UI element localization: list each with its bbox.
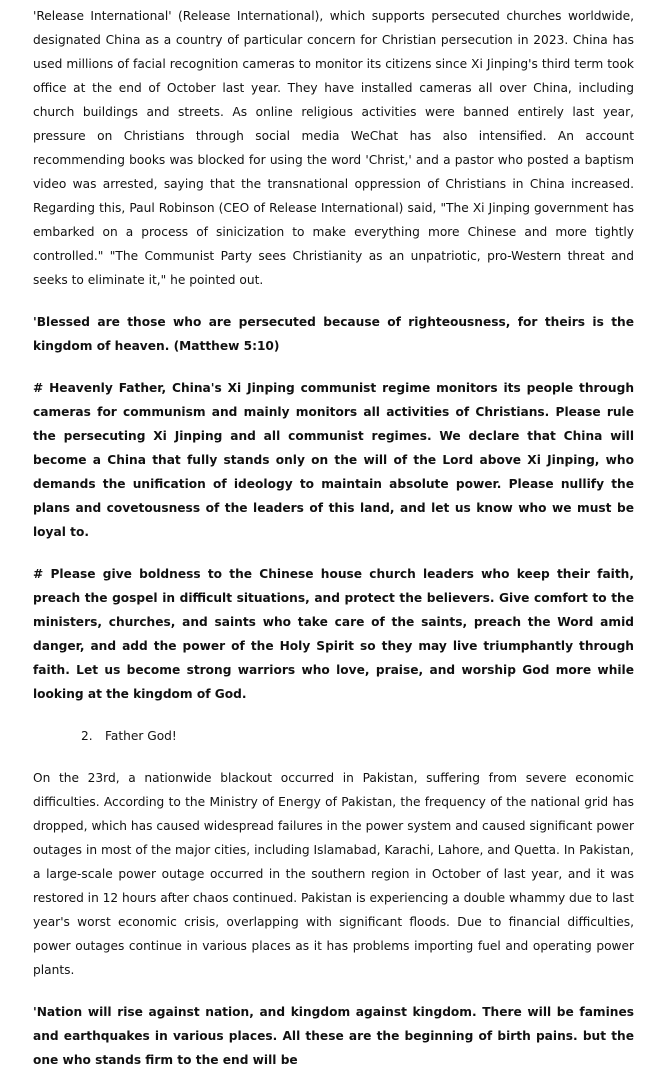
bible-verse-matthew: 'Blessed are those who are persecuted because of righteousness, for theirs is the kingdom of heaven. (Matthew 5:10)	[33, 315, 634, 353]
paragraph-china-persecution: 'Release International' (Release International), which supports persecuted churches worldwide, designated China as a country of particular concern for Christian persecution in 2023. China has used millions of facial recognition cameras to monitor its citizens since Xi Jinping's third term took office at the end of October last year. They have installed cameras all over China, including church buildings and streets. As online religious activities were banned entirely last year, pressure on Christians through social media WeChat has also intensified. An account recommending books was blocked for using the word 'Christ,' and a pastor who posted a baptism video was arrested, saying that the transnational oppression of Christians in China increased. Regarding this, Paul Robinson (CEO of Release International) said, "The Xi Jinping government has embarked on a process of sinicization to make everything more Chinese and more tightly controlled." "The Communist Party sees Christianity as an unpatriotic, pro-Western threat and seeks to eliminate it," he pointed out.	[33, 9, 634, 287]
document-page	[33, 4, 634, 1072]
numbered-list-item	[33, 724, 634, 748]
prayer-paragraph-2: # Please give boldness to the Chinese house church leaders who keep their faith, preach the gospel in difficult situations, and protect the believers. Give comfort to the ministers, churches, and saints who take care of the saints, preach the Word amid danger, and add the power of the Holy Spirit so they may live triumphantly through faith. Let us become strong warriors who love, praise, and worship God more while looking at the kingdom of God.	[33, 567, 634, 701]
prayer-paragraph-1: # Heavenly Father, China's Xi Jinping communist regime monitors its people through cameras for communism and mainly monitors all activities of Christians. Please rule the persecuting Xi Jinping and all communist regimes. We declare that China will become a China that fully stands only on the will of the Lord above Xi Jinping, who demands the unification of ideology to maintain absolute power. Please nullify the plans and covetousness of the leaders of this land, and let us know who we must be loyal to.	[33, 381, 634, 539]
paragraph-pakistan-blackout: On the 23rd, a nationwide blackout occurred in Pakistan, suffering from severe economic difficulties. According to the Ministry of Energy of Pakistan, the frequency of the national grid has dropped, which has caused widespread failures in the power system and caused significant power outages in most of the major cities, including Islamabad, Karachi, Lahore, and Quetta. In Pakistan, a large-scale power outage occurred in the southern region in October of last year, and it was restored in 12 hours after chaos continued. Pakistan is experiencing a double whammy due to last year's worst economic crisis, overlapping with significant floods. Due to financial difficulties, power outages continue in various places as it has problems importing fuel and operating power plants.	[33, 771, 634, 977]
bible-verse-nation: 'Nation will rise against nation, and kingdom against kingdom. There will be famines and earthquakes in various places. All these are the beginning of birth pains. but the one who stands firm to the end will be	[33, 1005, 634, 1067]
list-item-label: Father God!	[105, 729, 177, 743]
list-number: 2.	[81, 729, 93, 743]
